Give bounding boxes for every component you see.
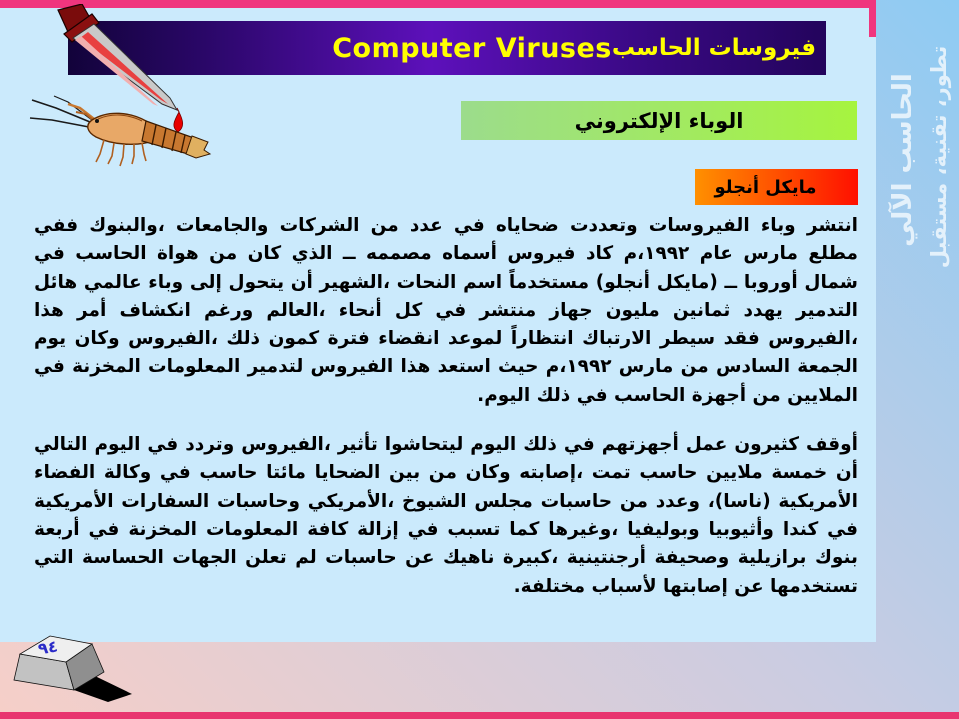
subtitle-label: الوباء الإلكتروني	[574, 108, 744, 133]
page-number: ٩٤	[36, 636, 60, 659]
sidebar-label-computer: الحاسب الآلي	[888, 73, 918, 247]
topic-bar	[695, 169, 858, 205]
lobster-icon	[30, 96, 210, 166]
sidebar-label-tagline: تطور، تقنية، مستقبل	[927, 45, 951, 269]
slide-title-english: Computer Viruses	[332, 32, 612, 64]
page-number-keycap	[12, 632, 134, 706]
bottom-accent-strip	[0, 712, 959, 719]
top-accent-tab	[869, 0, 876, 37]
body-text	[34, 212, 858, 622]
paragraph-2: أوقف كثيرون عمل أجهزتهم في ذلك اليوم ليتحاشوا تأثير ،الفيروس وتردد في اليوم التالي أن خمسة ملايين حاسب تمت ،إصابته وكان من بين الضحايا مائتا حاسب في وكالة الفضاء الأمريكية (ناسا)، وعدد من حاسبات مجلس الشيوخ ،الأمريكي وحاسبات السفارات الأمريكية في كندا وأثيوبيا وبوليفيا ،وغيرها كما تسبب في إزالة كافة المعلومات المخزنة في أربعة بنوك برازيلية وصحيفة أرجنتينية ،كبيرة ناهيك عن حاسبات لم تعلن الجهات الحساسة التي تستخدمها عن إصابتها لأسباب مختلفة.	[34, 434, 858, 597]
topic-label: مايكل أنجلو	[714, 176, 817, 198]
subtitle-bar	[461, 101, 857, 140]
slide-title-arabic: فيروسات الحاسب	[611, 35, 816, 61]
paragraph-1: انتشر وباء الفيروسات وتعددت ضحاياه في عدد من الشركات والجامعات ،والبنوك ففي مطلع مارس عام ١٩٩٢،م كاد فيروس أسماه مصممه ــ الذي كان من هواة الحاسب في شمال أوروبا ــ (مايكل أنجلو) مستخدماً اسم النحات ،الشهير أن يتحول إلى وباء عالمي هائل التدمير يهدد ثمانين مليون جهاز منتشر في كل أنحاء ،العالم ورغم انكشاف أمر هذا ،الفيروس فقد سيطر الارتباك انتظاراً لموعد انقضاء فترة كمون ذلك ،الفيروس وكان يوم الجمعة السادس من مارس ١٩٩٢،م حيث استعد هذا الفيروس لتدمير المعلومات المخزنة في الملايين من أجهزة الحاسب في ذلك اليوم.	[34, 215, 858, 406]
dagger-lobster-illustration	[28, 4, 220, 170]
